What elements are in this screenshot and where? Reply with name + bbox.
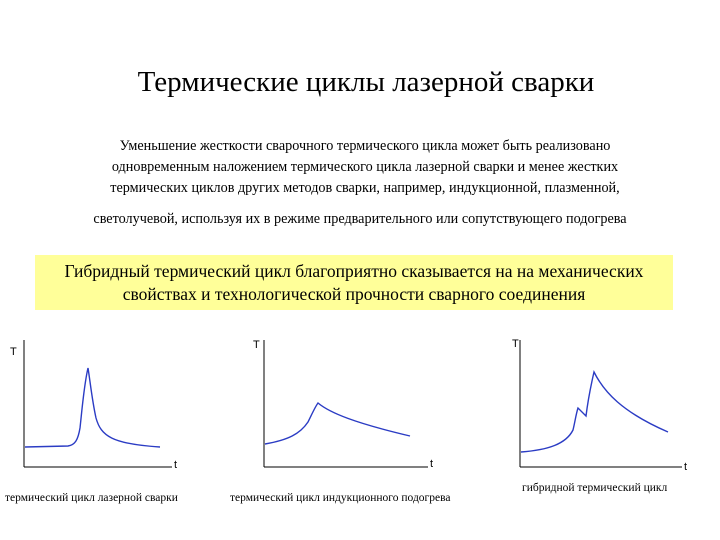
plot-laser	[10, 340, 177, 471]
plot-induction-y-label: T	[253, 339, 260, 351]
plot-hybrid-curve	[521, 372, 668, 452]
plot-laser-y-label: T	[10, 346, 17, 358]
paragraph-line: Уменьшение жесткости сварочного термического цикла может быть реализовано	[119, 138, 611, 154]
plot-hybrid	[512, 338, 687, 473]
paragraph-line: одновременным наложением термического цикла лазерной сварки и менее жестких	[111, 159, 619, 175]
caption-laser: термический цикл лазерной сварки	[5, 492, 178, 504]
caption-hybrid: гибридной термический цикл	[522, 482, 668, 494]
plot-laser-curve	[25, 368, 160, 447]
slide-title: Термические циклы лазерной сварки	[137, 66, 595, 98]
plot-laser-x-label: t	[174, 459, 178, 471]
caption-induction: термический цикл индукционного подогрева	[230, 492, 451, 504]
plot-induction-curve	[265, 403, 410, 444]
plot-hybrid-y-label: T	[512, 338, 519, 350]
highlight-line: Гибридный термический цикл благоприятно сказывается на на механических	[64, 261, 644, 281]
plot-induction-x-label: t	[430, 458, 434, 470]
plot-induction	[253, 339, 433, 470]
highlight-line: свойствах и технологической прочности сварного соединения	[122, 284, 586, 304]
paragraph-line: термических циклов других методов сварки, например, индукционной, плазменной,	[110, 180, 620, 196]
plot-hybrid-x-label: t	[684, 461, 688, 473]
paragraph-line: светолучевой, используя их в режиме предварительного или сопутствующего подогрева	[93, 211, 627, 227]
